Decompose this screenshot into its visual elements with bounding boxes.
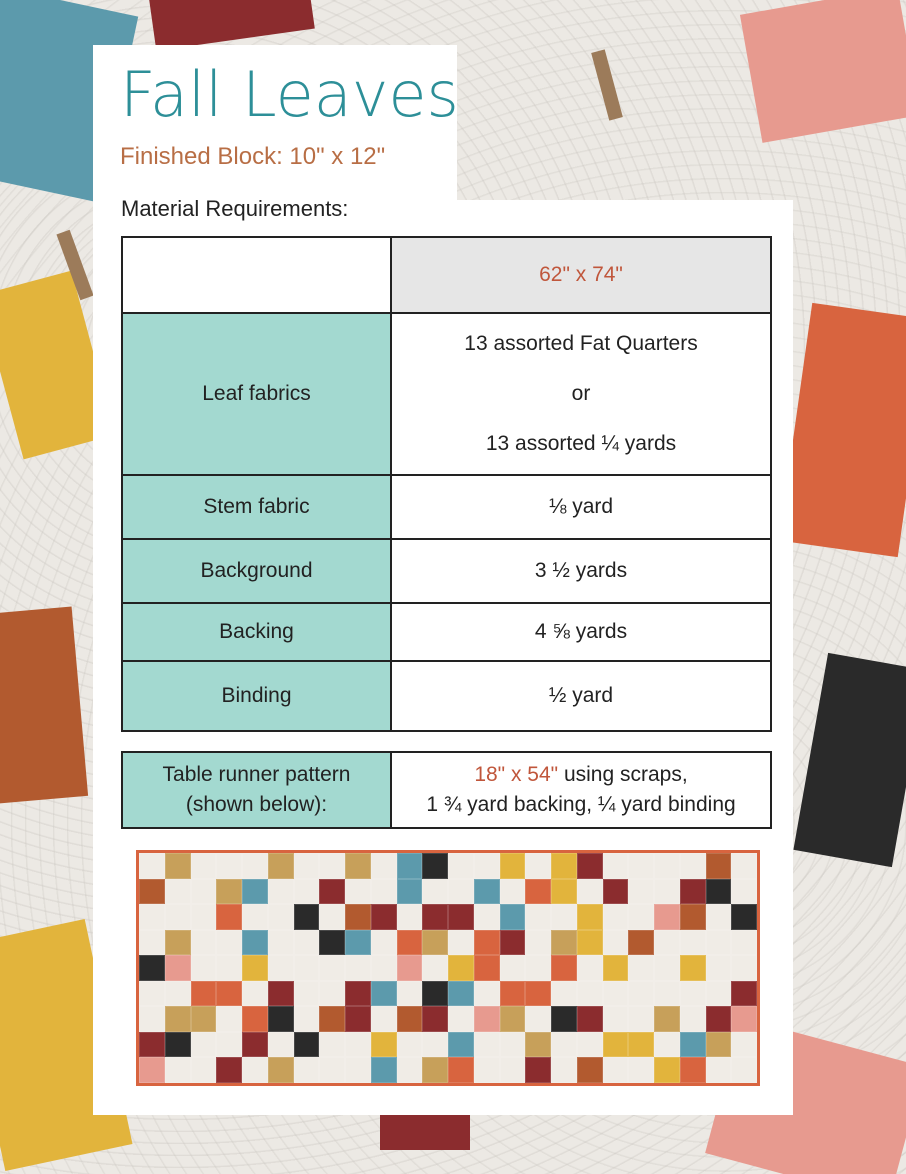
runner-patch xyxy=(577,1006,603,1032)
runner-patch xyxy=(448,853,474,879)
table-runner-label-line1: Table runner pattern xyxy=(162,763,351,786)
table-row xyxy=(122,313,771,475)
runner-patch xyxy=(422,879,448,905)
runner-patch xyxy=(680,904,706,930)
runner-patch xyxy=(242,1032,268,1058)
runner-patch xyxy=(345,955,371,981)
runner-patch xyxy=(474,904,500,930)
runner-patch xyxy=(525,904,551,930)
runner-patch xyxy=(216,955,242,981)
runner-patch xyxy=(397,1057,423,1083)
runner-patch xyxy=(654,1006,680,1032)
runner-patch xyxy=(422,955,448,981)
runner-patch xyxy=(706,1057,732,1083)
runner-patch xyxy=(603,853,629,879)
runner-patch xyxy=(628,981,654,1007)
runner-patch xyxy=(397,904,423,930)
runner-patch xyxy=(680,981,706,1007)
runner-patch xyxy=(139,955,165,981)
leaf-option-1: 13 assorted Fat Quarters xyxy=(464,332,698,355)
runner-patch xyxy=(191,1006,217,1032)
runner-patch xyxy=(216,853,242,879)
runner-patch xyxy=(474,1057,500,1083)
runner-patch xyxy=(139,930,165,956)
table-row xyxy=(122,237,771,313)
runner-patch xyxy=(397,955,423,981)
runner-patch xyxy=(191,904,217,930)
runner-patch xyxy=(242,955,268,981)
runner-patch xyxy=(294,1006,320,1032)
runner-patch xyxy=(268,1032,294,1058)
runner-patch xyxy=(654,1057,680,1083)
runner-patch xyxy=(242,1057,268,1083)
leaf-option-or: or xyxy=(571,382,591,405)
row-value: ⅛ yard xyxy=(391,475,771,539)
runner-patch xyxy=(448,904,474,930)
runner-patch xyxy=(603,1032,629,1058)
runner-patch xyxy=(139,1032,165,1058)
runner-patch xyxy=(242,981,268,1007)
table-runner-label-line2: (shown below): xyxy=(185,793,328,816)
table-row xyxy=(122,475,771,539)
runner-patch xyxy=(474,1006,500,1032)
runner-patch xyxy=(294,1032,320,1058)
table-runner-table xyxy=(121,751,772,829)
row-value: 3 ½ yards xyxy=(391,539,771,603)
runner-patch xyxy=(371,879,397,905)
runner-patch xyxy=(603,930,629,956)
runner-patch xyxy=(551,1057,577,1083)
runner-patch xyxy=(319,1006,345,1032)
runner-patch xyxy=(628,955,654,981)
runner-patch xyxy=(242,879,268,905)
runner-patch xyxy=(397,981,423,1007)
leaf-decoration-maroon-bottom xyxy=(380,1110,470,1150)
runner-patch xyxy=(294,879,320,905)
runner-patch xyxy=(139,853,165,879)
runner-patch xyxy=(628,1057,654,1083)
runner-patch xyxy=(191,930,217,956)
runner-patch xyxy=(706,1032,732,1058)
row-value: 4 ⅝ yards xyxy=(391,603,771,661)
row-label: Binding xyxy=(122,661,391,731)
runner-patch xyxy=(706,930,732,956)
runner-patch xyxy=(603,981,629,1007)
row-label: Backing xyxy=(122,603,391,661)
runner-patch xyxy=(474,879,500,905)
runner-patch xyxy=(448,1057,474,1083)
table-row xyxy=(122,539,771,603)
runner-patch xyxy=(654,904,680,930)
runner-patch xyxy=(680,955,706,981)
runner-patch xyxy=(345,1006,371,1032)
runner-patch xyxy=(371,1057,397,1083)
runner-patch xyxy=(216,879,242,905)
runner-patch xyxy=(448,955,474,981)
runner-patch xyxy=(319,1057,345,1083)
runner-patch xyxy=(165,904,191,930)
runner-patch xyxy=(706,879,732,905)
table-runner-materials: 1 ¾ yard backing, ¼ yard binding xyxy=(426,793,736,816)
leaf-decoration-orange xyxy=(779,303,906,557)
runner-patch xyxy=(628,853,654,879)
runner-patch xyxy=(165,981,191,1007)
runner-patch xyxy=(525,1006,551,1032)
runner-patch xyxy=(654,1032,680,1058)
runner-patch xyxy=(165,853,191,879)
runner-patch xyxy=(422,904,448,930)
runner-patch xyxy=(268,930,294,956)
table-runner-size: 18" x 54" xyxy=(474,763,559,786)
runner-patch xyxy=(371,930,397,956)
runner-patch xyxy=(268,981,294,1007)
runner-patch xyxy=(319,1032,345,1058)
runner-patch xyxy=(345,981,371,1007)
table-runner-value xyxy=(391,752,771,828)
runner-patch xyxy=(422,1057,448,1083)
size-header-cell: 62" x 74" xyxy=(391,237,771,313)
runner-patch xyxy=(139,904,165,930)
table-row xyxy=(122,661,771,731)
runner-patch xyxy=(191,955,217,981)
runner-patch xyxy=(577,904,603,930)
runner-patch xyxy=(371,853,397,879)
runner-patch xyxy=(654,853,680,879)
runner-patch xyxy=(628,904,654,930)
runner-patch xyxy=(731,904,757,930)
runner-patch xyxy=(422,1032,448,1058)
runner-patch xyxy=(165,879,191,905)
runner-patch xyxy=(628,1032,654,1058)
runner-patch xyxy=(525,853,551,879)
runner-patch xyxy=(577,853,603,879)
runner-patch xyxy=(191,853,217,879)
material-requirements-heading: Material Requirements: xyxy=(121,196,349,221)
finished-block-subtitle: Finished Block: 10" x 12" xyxy=(120,143,386,170)
row-label: Stem fabric xyxy=(122,475,391,539)
runner-patch xyxy=(680,930,706,956)
runner-patch xyxy=(397,930,423,956)
leaf-decoration-rust xyxy=(0,606,88,803)
runner-patch xyxy=(706,904,732,930)
runner-patch xyxy=(345,1057,371,1083)
runner-patch xyxy=(680,1006,706,1032)
runner-patch xyxy=(319,981,345,1007)
runner-patch xyxy=(706,981,732,1007)
runner-patch xyxy=(242,853,268,879)
runner-patch xyxy=(731,853,757,879)
runner-patch xyxy=(294,955,320,981)
runner-patch xyxy=(422,981,448,1007)
runner-patch xyxy=(603,955,629,981)
runner-patch xyxy=(371,981,397,1007)
runner-patch xyxy=(242,1006,268,1032)
runner-patch xyxy=(422,1006,448,1032)
runner-patch xyxy=(191,1057,217,1083)
runner-patch xyxy=(422,853,448,879)
runner-patch xyxy=(448,1032,474,1058)
runner-patch xyxy=(731,879,757,905)
leaf-option-2: 13 assorted ¼ yards xyxy=(485,432,677,455)
runner-patch xyxy=(551,955,577,981)
runner-patch xyxy=(268,1006,294,1032)
runner-patch xyxy=(474,1032,500,1058)
runner-patch xyxy=(628,879,654,905)
runner-patch xyxy=(165,1032,191,1058)
runner-patch xyxy=(345,1032,371,1058)
runner-patch xyxy=(500,930,526,956)
runner-patch xyxy=(706,1006,732,1032)
runner-patch xyxy=(294,981,320,1007)
runner-patch xyxy=(706,853,732,879)
runner-patch xyxy=(500,1032,526,1058)
runner-patch xyxy=(216,981,242,1007)
runner-patch xyxy=(139,879,165,905)
runner-patch xyxy=(603,1006,629,1032)
runner-patch xyxy=(345,853,371,879)
runner-patch xyxy=(191,981,217,1007)
runner-patch xyxy=(268,879,294,905)
runner-patch xyxy=(577,981,603,1007)
runner-patch xyxy=(577,879,603,905)
runner-patch xyxy=(500,955,526,981)
table-runner-size-line xyxy=(392,760,770,790)
row-value xyxy=(391,313,771,475)
runner-patch xyxy=(577,1032,603,1058)
runner-patch xyxy=(680,1032,706,1058)
runner-patch xyxy=(345,904,371,930)
runner-patch xyxy=(448,981,474,1007)
table-runner-size-suffix: using scraps, xyxy=(558,763,688,786)
leaf-decoration-pink xyxy=(740,0,906,143)
runner-patch xyxy=(268,904,294,930)
runner-patch xyxy=(551,930,577,956)
runner-patch xyxy=(680,853,706,879)
runner-patch xyxy=(165,1057,191,1083)
runner-patch xyxy=(654,955,680,981)
runner-patch xyxy=(706,955,732,981)
runner-patch xyxy=(216,904,242,930)
runner-patch xyxy=(551,853,577,879)
runner-patch xyxy=(345,930,371,956)
runner-patch xyxy=(242,904,268,930)
runner-patch xyxy=(551,879,577,905)
runner-patch xyxy=(654,879,680,905)
runner-patch xyxy=(216,1006,242,1032)
runner-patch xyxy=(294,1057,320,1083)
runner-patch xyxy=(603,904,629,930)
table-runner-label xyxy=(122,752,391,828)
runner-patch xyxy=(525,1032,551,1058)
empty-header-cell xyxy=(122,237,391,313)
runner-patch xyxy=(191,1032,217,1058)
runner-patch xyxy=(422,930,448,956)
stem-decoration xyxy=(591,49,623,120)
runner-patch xyxy=(345,879,371,905)
runner-patch xyxy=(551,1006,577,1032)
runner-patch xyxy=(731,1006,757,1032)
runner-patch xyxy=(397,853,423,879)
runner-patch xyxy=(500,1006,526,1032)
runner-patch xyxy=(525,930,551,956)
runner-patch xyxy=(165,955,191,981)
runner-patch xyxy=(319,879,345,905)
runner-patch xyxy=(371,955,397,981)
runner-patch xyxy=(139,1057,165,1083)
runner-patch xyxy=(654,981,680,1007)
runner-patch xyxy=(268,853,294,879)
runner-patch xyxy=(731,1057,757,1083)
runner-patch xyxy=(474,853,500,879)
runner-patch xyxy=(654,930,680,956)
runner-patch xyxy=(397,879,423,905)
runner-patch xyxy=(397,1032,423,1058)
runner-patch xyxy=(680,1057,706,1083)
runner-patch xyxy=(294,853,320,879)
table-row xyxy=(122,603,771,661)
runner-patch xyxy=(165,1006,191,1032)
runner-patch xyxy=(500,853,526,879)
row-value: ½ yard xyxy=(391,661,771,731)
runner-patch xyxy=(319,955,345,981)
runner-patch xyxy=(268,1057,294,1083)
runner-patch xyxy=(500,1057,526,1083)
runner-patch xyxy=(500,879,526,905)
runner-patch xyxy=(731,955,757,981)
runner-patch xyxy=(525,981,551,1007)
leaf-decoration-maroon xyxy=(145,0,315,51)
runner-patch xyxy=(268,955,294,981)
runner-patch xyxy=(731,1032,757,1058)
runner-patch xyxy=(242,930,268,956)
runner-patch xyxy=(525,879,551,905)
runner-patch xyxy=(577,1057,603,1083)
runner-patch xyxy=(474,930,500,956)
runner-patch xyxy=(371,1032,397,1058)
table-row xyxy=(122,752,771,828)
runner-patch xyxy=(551,981,577,1007)
runner-patch xyxy=(319,904,345,930)
runner-patch xyxy=(731,981,757,1007)
runner-patch xyxy=(525,955,551,981)
runner-patch xyxy=(551,1032,577,1058)
runner-patch xyxy=(603,879,629,905)
runner-patch xyxy=(474,955,500,981)
runner-patch xyxy=(191,879,217,905)
runner-patch xyxy=(577,955,603,981)
runner-patch xyxy=(216,1032,242,1058)
runner-patch xyxy=(603,1057,629,1083)
runner-patch xyxy=(500,981,526,1007)
runner-patch xyxy=(525,1057,551,1083)
runner-patch xyxy=(500,904,526,930)
runner-patch xyxy=(139,1006,165,1032)
requirements-table xyxy=(121,236,772,732)
runner-patch xyxy=(628,930,654,956)
runner-patch xyxy=(294,904,320,930)
runner-patch xyxy=(294,930,320,956)
runner-patch xyxy=(551,904,577,930)
runner-patch xyxy=(319,853,345,879)
runner-patch xyxy=(448,879,474,905)
runner-patch xyxy=(680,879,706,905)
runner-patch xyxy=(448,930,474,956)
runner-patch xyxy=(474,981,500,1007)
runner-patch xyxy=(216,1057,242,1083)
runner-patch xyxy=(371,904,397,930)
row-label: Leaf fabrics xyxy=(122,313,391,475)
runner-patch xyxy=(371,1006,397,1032)
runner-patch xyxy=(139,981,165,1007)
leaf-decoration-black xyxy=(793,653,906,867)
table-runner-photo xyxy=(136,850,760,1086)
runner-patch xyxy=(319,930,345,956)
runner-patch xyxy=(165,930,191,956)
runner-patch xyxy=(448,1006,474,1032)
runner-patch xyxy=(731,930,757,956)
runner-patch xyxy=(397,1006,423,1032)
page-title: Fall Leaves xyxy=(120,58,459,131)
runner-patch xyxy=(577,930,603,956)
runner-patch xyxy=(628,1006,654,1032)
runner-patch xyxy=(216,930,242,956)
row-label: Background xyxy=(122,539,391,603)
